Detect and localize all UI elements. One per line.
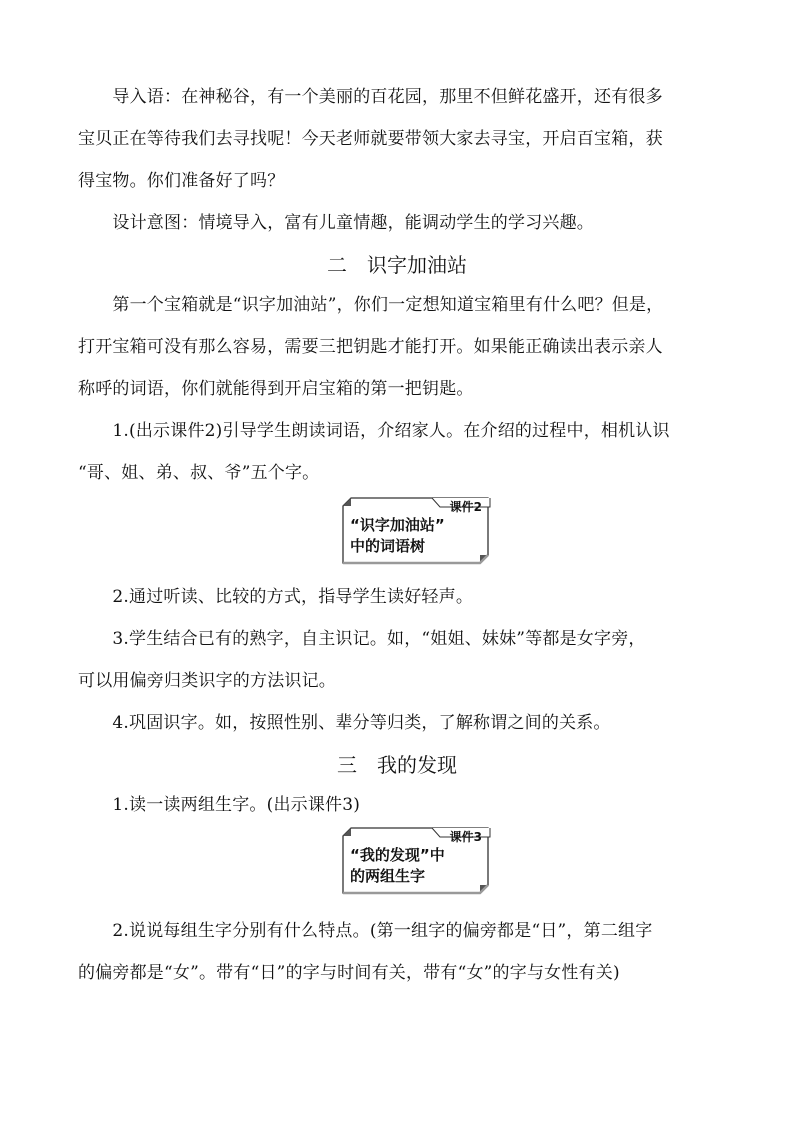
card-tag: 课件2 <box>449 500 482 514</box>
intro-paragraph-line-1: 导入语：在神秘谷，有一个美丽的百花园，那里不但鲜花盛开，还有很多 <box>78 87 663 107</box>
card-line-2: 中的词语树 <box>350 537 426 555</box>
step1-line-2: “哥、姐、弟、叔、爷”五个字。 <box>78 463 320 483</box>
card-text <box>350 515 485 557</box>
courseware-card-3 <box>340 827 488 891</box>
card-line-1: “识字加油站” <box>350 516 445 534</box>
step2-paragraph: 2.通过听读、比较的方式，指导学生读好轻声。 <box>78 587 474 607</box>
step1-line-1: 1.(出示课件2)引导学生朗读词语，介绍家人。在介绍的过程中，相机认识 <box>78 421 670 441</box>
section3-step1: 1.读一读两组生字。(出示课件3) <box>78 795 361 815</box>
card-line-1: “我的发现”中 <box>350 846 445 864</box>
section2-paragraph-line-1: 第一个宝箱就是“识字加油站”，你们一定想知道宝箱里有什么吧？但是， <box>78 295 664 315</box>
step3-line-2: 可以用偏旁归类识字的方法识记。 <box>78 671 336 691</box>
intro-paragraph-line-3: 得宝物。你们准备好了吗？ <box>78 171 285 191</box>
card-tag: 课件3 <box>449 830 482 844</box>
section-heading-my-discovery: 三 我的发现 <box>337 753 457 777</box>
section3-step2-line-2: 的偏旁都是“女”。带有“日”的字与时间有关，带有“女”的字与女性有关) <box>78 963 620 983</box>
card-line-2: 的两组生字 <box>350 867 426 885</box>
design-intent-paragraph: 设计意图：情境导入，富有儿童情趣，能调动学生的学习兴趣。 <box>78 213 594 233</box>
courseware-card-2 <box>340 497 488 561</box>
card-text <box>350 845 485 887</box>
intro-paragraph-line-2: 宝贝正在等待我们去寻找呢！今天老师就要带领大家去寻宝，开启百宝箱，获 <box>78 129 663 149</box>
section-heading-literacy-station: 二 识字加油站 <box>327 253 467 277</box>
section3-step2-line-1: 2.说说每组生字分别有什么特点。(第一组字的偏旁都是“日”，第二组字 <box>78 921 653 941</box>
step3-line-1: 3.学生结合已有的熟字，自主识记。如，“姐姐、妹妹”等都是女字旁， <box>78 629 646 649</box>
section2-paragraph-line-3: 称呼的词语，你们就能得到开启宝箱的第一把钥匙。 <box>78 379 474 399</box>
step4-paragraph: 4.巩固识字。如，按照性别、辈分等归类，了解称谓之间的关系。 <box>78 713 611 733</box>
section2-paragraph-line-2: 打开宝箱可没有那么容易，需要三把钥匙才能打开。如果能正确读出表示亲人 <box>78 337 663 357</box>
